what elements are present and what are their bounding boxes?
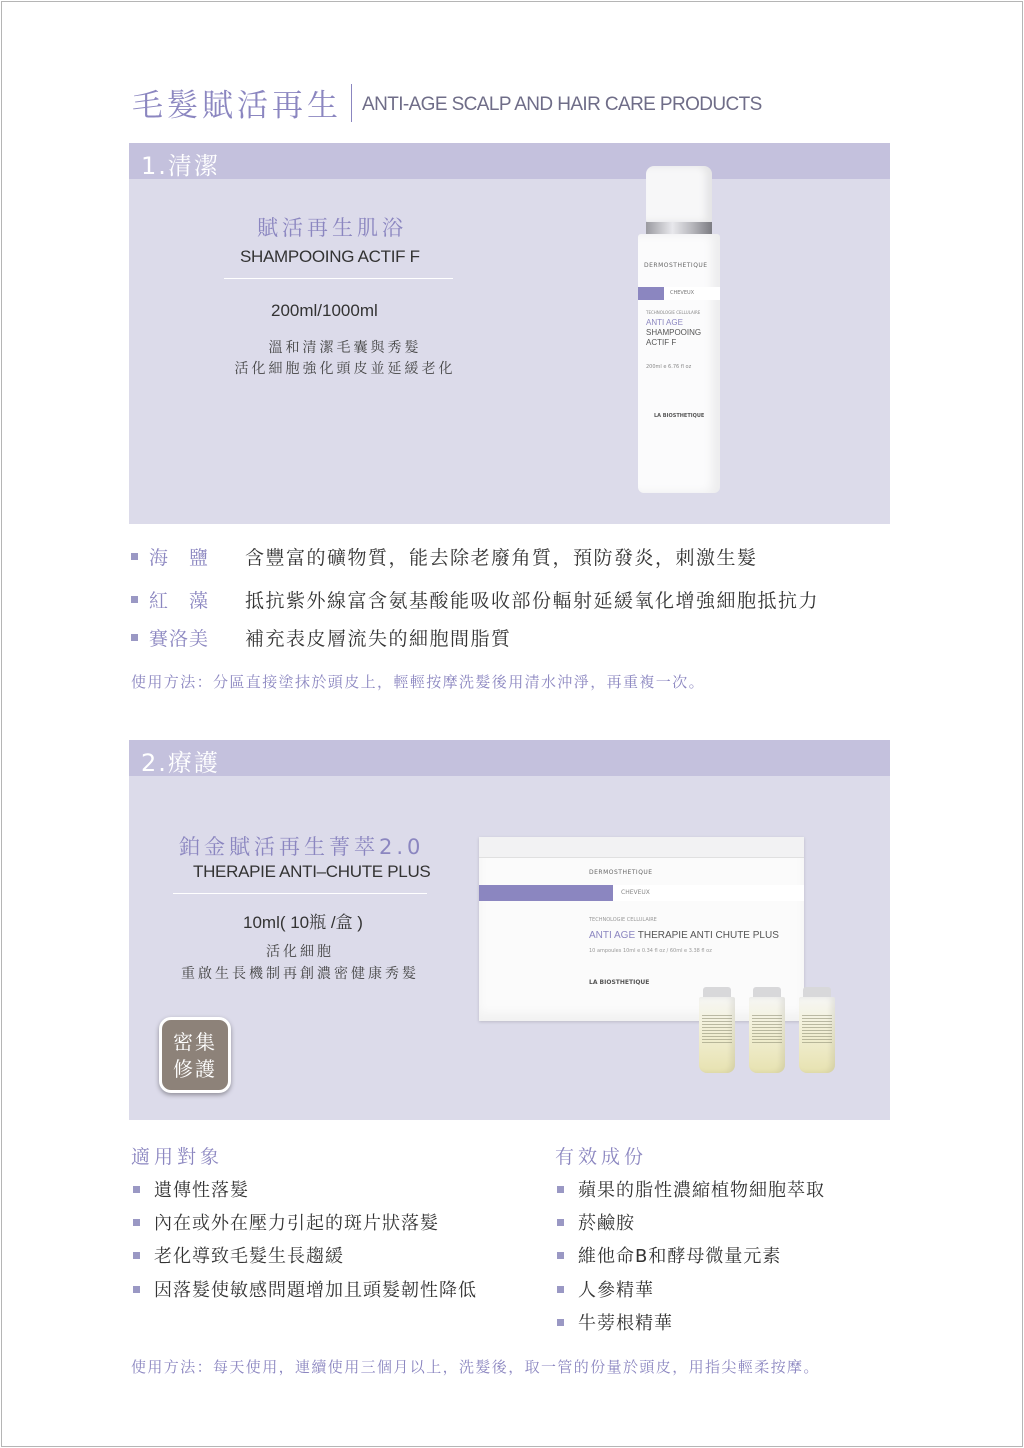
- ingredient-label: 海 鹽: [149, 547, 210, 569]
- bottle-cap: [646, 166, 712, 222]
- product-name-en: THERAPIE ANTI–CHUTE PLUS: [193, 862, 431, 881]
- badge-line1: 密集: [173, 1030, 217, 1054]
- bullet-icon: [133, 1252, 140, 1259]
- ingredient-text: 補充表皮層流失的細胞間脂質: [245, 628, 512, 650]
- bottle-body: [638, 234, 720, 493]
- section-cleanse-title: 1.清潔: [141, 152, 220, 180]
- target-item: 因落髮使敏感問題增加且頭髮韌性降低: [133, 1276, 477, 1302]
- box-brand: DERMOSTHETIQUE: [589, 869, 653, 876]
- target-item: 遺傳性落髮: [133, 1176, 249, 1202]
- usage-instructions-treatment: 使用方法：每天使用，連續使用三個月以上，洗髮後，取一管的份量於頭皮，用指尖輕柔按摩。: [131, 1358, 820, 1376]
- ingredient-item: 人參精華: [557, 1276, 654, 1302]
- target-item: 內在或外在壓力引起的斑片狀落髮: [133, 1209, 439, 1235]
- product-desc-line2: 活化細胞強化頭皮並延緩老化: [234, 361, 456, 377]
- bullet-icon: [557, 1286, 564, 1293]
- title-divider: [351, 84, 352, 122]
- product-volume: 10ml( 10瓶 /盒 ): [243, 913, 363, 932]
- bullet-icon: [131, 634, 138, 641]
- box-name-main: THERAPIE ANTI CHUTE PLUS: [637, 930, 779, 941]
- box-name-accent: ANTI AGE: [589, 930, 636, 941]
- page-title-en: ANTI-AGE SCALP AND HAIR CARE PRODUCTS: [362, 94, 762, 115]
- box-subtext: 10 ampoules 10ml e 0.34 fl oz / 60ml e 3.38 fl oz: [589, 948, 712, 954]
- bullet-icon: [557, 1186, 564, 1193]
- box-product-name: [589, 930, 779, 941]
- bottle-ring: [646, 222, 712, 234]
- box-tech: TECHNOLOGIE CELLULAIRE: [589, 917, 657, 923]
- bullet-icon: [557, 1319, 564, 1326]
- box-lid: [479, 837, 804, 858]
- usage-instructions-cleanse: 使用方法：分區直接塗抹於頭皮上，輕輕按摩洗髮後用清水沖淨，再重複一次。: [131, 673, 706, 691]
- product-divider: [224, 278, 453, 279]
- product-desc-line1: 溫和清潔毛囊與秀髮: [268, 340, 422, 356]
- bottle-brand: DERMOSTHETIQUE: [644, 262, 708, 269]
- target-item: 老化導致毛髮生長趨緩: [133, 1242, 344, 1268]
- product-desc-line1: 活化細胞: [266, 944, 334, 960]
- bullet-icon: [557, 1219, 564, 1226]
- shampoo-bottle-image: [638, 166, 720, 493]
- product-volume: 200ml/1000ml: [271, 301, 378, 320]
- ingredient-item: 維他命B和酵母微量元素: [557, 1242, 781, 1268]
- bottle-tech: TECHNOLOGIE CELLULAIRE: [646, 310, 701, 315]
- ingredient-text: 抵抗紫外線富含氨基酸能吸收部份輻射延緩氧化增強細胞抵抗力: [245, 590, 820, 612]
- bullet-icon: [557, 1252, 564, 1259]
- ingredient-label: 紅 藻: [149, 590, 210, 612]
- intensive-repair-badge: [159, 1017, 231, 1093]
- bottle-volume: 200ml e 6.76 fl oz: [646, 364, 692, 370]
- page-title-cn: 毛髮賦活再生: [132, 88, 342, 124]
- bullet-icon: [131, 596, 138, 603]
- bullet-icon: [133, 1219, 140, 1226]
- product-desc-line2: 重啟生長機制再創濃密健康秀髮: [181, 966, 419, 982]
- bullet-icon: [131, 553, 138, 560]
- section-treatment-panel: [129, 740, 890, 1120]
- ingredients-title: 有效成份: [555, 1146, 648, 1168]
- section-treatment-title: 2.療護: [141, 749, 220, 777]
- section-cleanse-panel: [129, 143, 890, 524]
- ingredient-row: [131, 624, 512, 651]
- product-name-cn: 鉑金賦活再生菁萃2.0: [179, 835, 425, 859]
- product-name-en: SHAMPOOING ACTIF F: [240, 247, 420, 266]
- section-treatment-header: [129, 740, 890, 776]
- section-cleanse-header: [129, 143, 890, 179]
- ampoule-vial: [699, 987, 735, 1073]
- ingredient-row: [131, 543, 758, 570]
- ampoule-vial: [799, 987, 835, 1073]
- ingredient-text: 含豐富的礦物質，能去除老廢角質，預防發炎，刺激生髮: [245, 547, 758, 569]
- bottle-name-line1: ANTI AGE: [646, 318, 683, 327]
- bottle-product-name: [646, 318, 701, 348]
- ingredient-label: 賽洛美: [149, 628, 210, 650]
- box-stripe-text: CHEVEUX: [621, 889, 650, 896]
- ingredient-item: 牛蒡根精華: [557, 1309, 673, 1335]
- target-title: 適用對象: [131, 1146, 224, 1168]
- bottle-name-line3: ACTIF F: [646, 338, 677, 347]
- box-stripe: [479, 885, 804, 901]
- bullet-icon: [133, 1186, 140, 1193]
- bullet-icon: [133, 1286, 140, 1293]
- box-logo: LA BIOSTHETIQUE: [589, 979, 650, 986]
- product-name-cn: 賦活再生肌浴: [257, 216, 407, 240]
- bottle-name-line2: SHAMPOOING: [646, 328, 702, 337]
- ingredient-item: 菸鹼胺: [557, 1209, 635, 1235]
- bottle-logo: LA BIOSTHETIQUE: [654, 413, 705, 419]
- bottle-stripe-text: CHEVEUX: [670, 290, 695, 296]
- ingredient-row: [131, 586, 819, 613]
- badge-line2: 修護: [173, 1057, 217, 1081]
- ingredient-item: 蘋果的脂性濃縮植物細胞萃取: [557, 1176, 825, 1202]
- bottle-stripe: [638, 287, 720, 300]
- product-divider: [173, 893, 427, 894]
- ampoule-vial: [749, 987, 785, 1073]
